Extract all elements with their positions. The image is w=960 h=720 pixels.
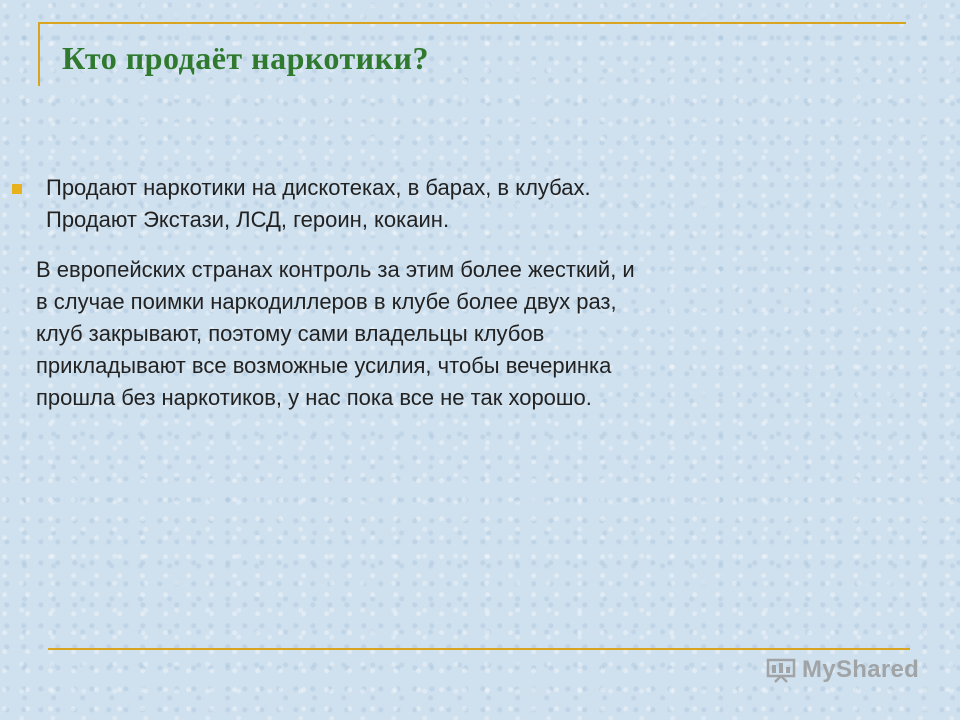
bullet-line: Продают наркотики на дискотеках, в барах, в клубах. bbox=[46, 175, 591, 200]
slide-body bbox=[12, 172, 912, 414]
presentation-board-icon bbox=[766, 657, 796, 683]
bottom-rule bbox=[48, 648, 910, 650]
paragraph-line: прошла без наркотиков, у нас пока все не так хорошо. bbox=[36, 385, 592, 410]
paragraph-line: В европейских странах контроль за этим более жесткий, и bbox=[36, 257, 635, 282]
paragraph-line: прикладывают все возможные усилия, чтобы вечеринка bbox=[36, 353, 612, 378]
bullet-line: Продают Экстази, ЛСД, героин, кокаин. bbox=[46, 207, 450, 232]
paragraph-line: в случае поимки наркодиллеров в клубе более двух раз, bbox=[36, 289, 617, 314]
body-paragraph bbox=[12, 254, 912, 414]
top-vertical-rule bbox=[38, 22, 40, 86]
slide-title: Кто продаёт наркотики? bbox=[62, 40, 429, 76]
watermark-text: MyShared bbox=[802, 656, 920, 683]
bullet-item bbox=[12, 172, 912, 236]
bullet-square-icon bbox=[12, 184, 22, 194]
watermark bbox=[766, 656, 919, 684]
top-horizontal-rule bbox=[38, 22, 906, 24]
paragraph-line: клуб закрывают, поэтому сами владельцы клубов bbox=[36, 321, 545, 346]
